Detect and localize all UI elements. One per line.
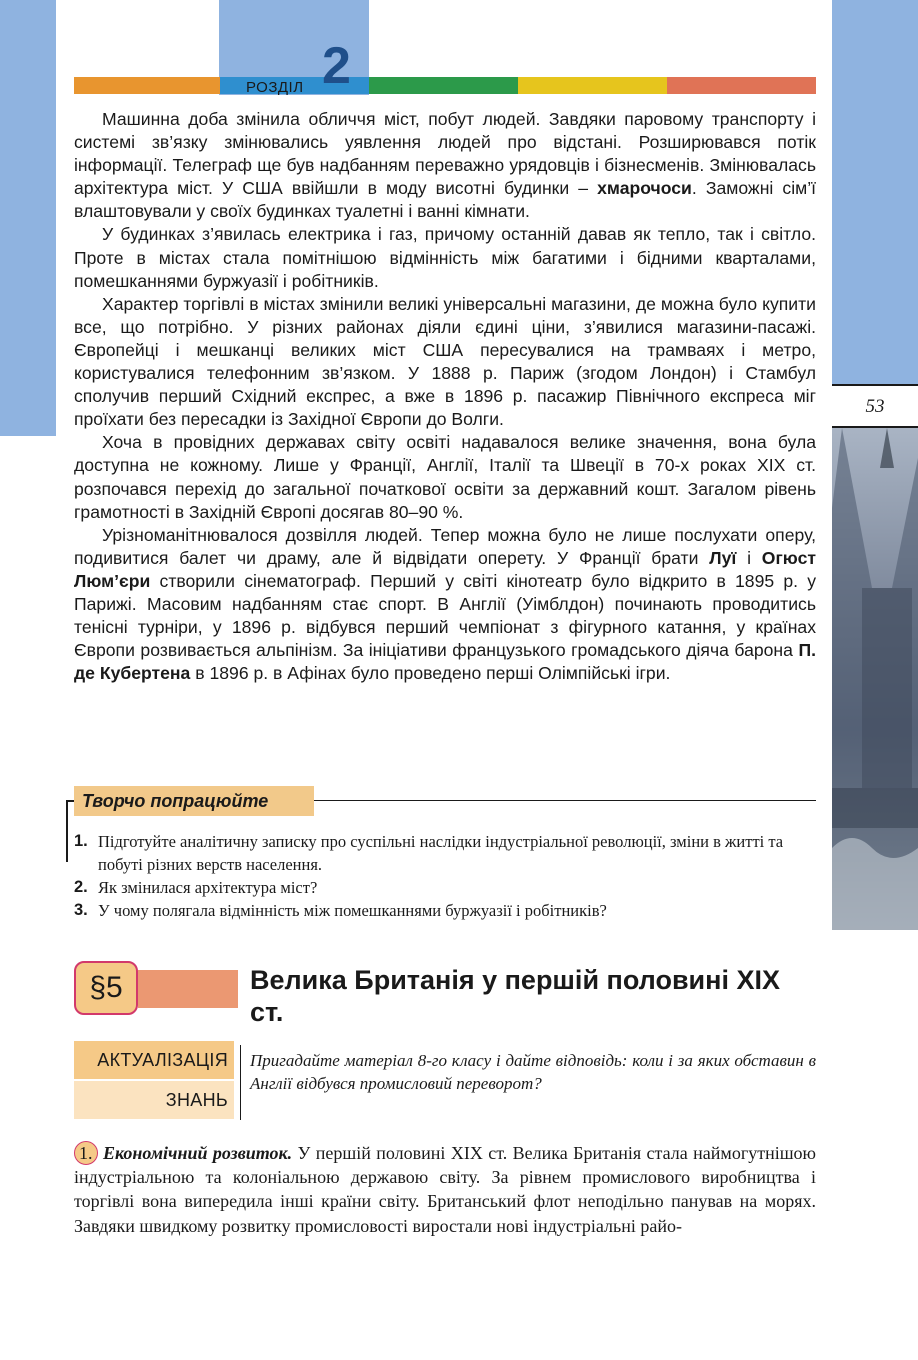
header-bar-orange xyxy=(74,77,220,94)
right-margin-block xyxy=(832,0,918,384)
section-number: 2 xyxy=(322,37,351,95)
task-list xyxy=(74,830,816,922)
point-text: У першій половині XIX ст. Велика Британія стала наймогутнішою індустріальною та колоніальною державою світу. За рівнем промислового виробництва і торгівлі вона випередила інші країни світу. Британський флот неподільно панував на морях. Завдяки швидкому розвитку промисловості виростали нові індустріальні райо- xyxy=(74,1143,817,1236)
term-skyscrapers: хмарочоси xyxy=(597,178,692,199)
section-label: РОЗДІЛ xyxy=(246,79,304,96)
knowledge-update-line-2: ЗНАНЬ xyxy=(74,1079,234,1119)
header-bar-yellow xyxy=(518,77,667,94)
margin-illustration-gothic-tower xyxy=(832,428,918,930)
section-badge-bar xyxy=(138,970,238,1008)
name-auguste-lumiere: Огюст Люм’єри xyxy=(74,547,817,591)
paragraph-5: Урізноманітнювалося дозвілля людей. Тепер можна було не лише послухати оперу, подивитися балет чи драму, але й відвідати оперету. У Франції брати Луї і Огюст Люм’єри створили сінематограф. Перший у світі кінотеатр було відкрито в 1895 р. у Парижі. Масовим надбанням стає спорт. В Англії (Уімблдон) починають проводитись тенісні турніри, у 1896 р. відбувся перший чемпіонат з фігурного катання, у країнах Європи розвивається альпінізм. За ініціативи французького громадського діяча барона П. де Кубертена в 1896 р. в Афінах було проведено перші Олімпійські ігри. xyxy=(74,524,817,684)
paragraph-1: Машинна доба змінила обличчя міст, побут людей. Завдяки паровому транспорту і системі зв’язку змінювались уявлення людей про відстані. Розширювався потік інформації. Телеграф ще був надбанням переважно урядовців і бізнесменів. Змінювалась архітектура міст. У США ввійшли в моду висотні будинки – хмарочоси. Заможні сім’ї влаштовували у своїх будинках туалетні і ванні кімнати. xyxy=(74,109,816,222)
paragraph-3: Характер торгівлі в містах змінили великі універсальні магазини, де можна було купити все, що потрібно. У різних районах діяли єдині ціни, з’явилися магазини-пасажі. Європейці і мешканці великих міст США пересувалися на трамваях і метро, користувалися телефонним зв’язком. У 1888 р. Париж (згодом Лондон) і Стамбул сполучив перший Східний експрес, а вже в 1896 р. пасажир Північного експреса міг проїхати без пересадки із Західної Європи до Волги. xyxy=(74,293,816,430)
header-bar-red xyxy=(667,77,816,94)
point-number-badge: 1. xyxy=(74,1141,98,1165)
body-text xyxy=(74,108,816,685)
knowledge-divider xyxy=(240,1045,241,1120)
paragraph-4: Хоча в провідних державах світу освіті надавалося велике значення, вона була доступна не кожному. Лише у Франції, Англії, Італії та Швеції в 70-х роках XIX ст. розпочався перехід до загальної початкової освіти за державний кошт. Загалом рівень грамотності в Західній Європі досягав 80–90 %. xyxy=(74,432,816,522)
creative-title: Творчо попрацюйте xyxy=(74,786,314,816)
task-item: 3. У чому полягала відмінність між помешканнями буржуазії і робітників? xyxy=(74,901,607,920)
task-item: 2. Як змінилася архітектура міст? xyxy=(74,878,318,897)
task-item: 1. Підготуйте аналітичну записку про суспільні наслідки індустріальної революції, зміни в житті та побуті різних верств населення. xyxy=(74,832,784,874)
page-number: 53 xyxy=(865,396,885,417)
knowledge-update-line-1: АКТУАЛІЗАЦІЯ xyxy=(74,1041,234,1079)
paragraph-2: У будинках з’явилась електрика і газ, причому останній давав як тепло, так і світло. Проте в містах стала помітнішою відмінність між багатими і бідними кварталами, помешканнями буржуазії і робітників. xyxy=(74,224,816,291)
section-title: Велика Британія у першій половині XIX ст. xyxy=(250,965,780,1027)
knowledge-update-label xyxy=(74,1041,234,1119)
section-badge: §5 xyxy=(74,961,138,1015)
left-margin-tab xyxy=(0,0,56,436)
header-bar-green xyxy=(369,77,518,94)
recall-question: Пригадайте матеріал 8-го класу і дайте відповідь: коли і за яких обставин в Англії відбувся промисловий переворот? xyxy=(250,1051,816,1093)
creative-rule xyxy=(314,800,816,801)
page-number-rule-top xyxy=(832,384,918,386)
name-louis: Луї xyxy=(709,547,737,568)
point-title: Економічний розвиток. xyxy=(102,1143,293,1163)
section-paragraph-1 xyxy=(74,1141,816,1238)
name-coubertin: П. де Кубертена xyxy=(74,640,816,684)
